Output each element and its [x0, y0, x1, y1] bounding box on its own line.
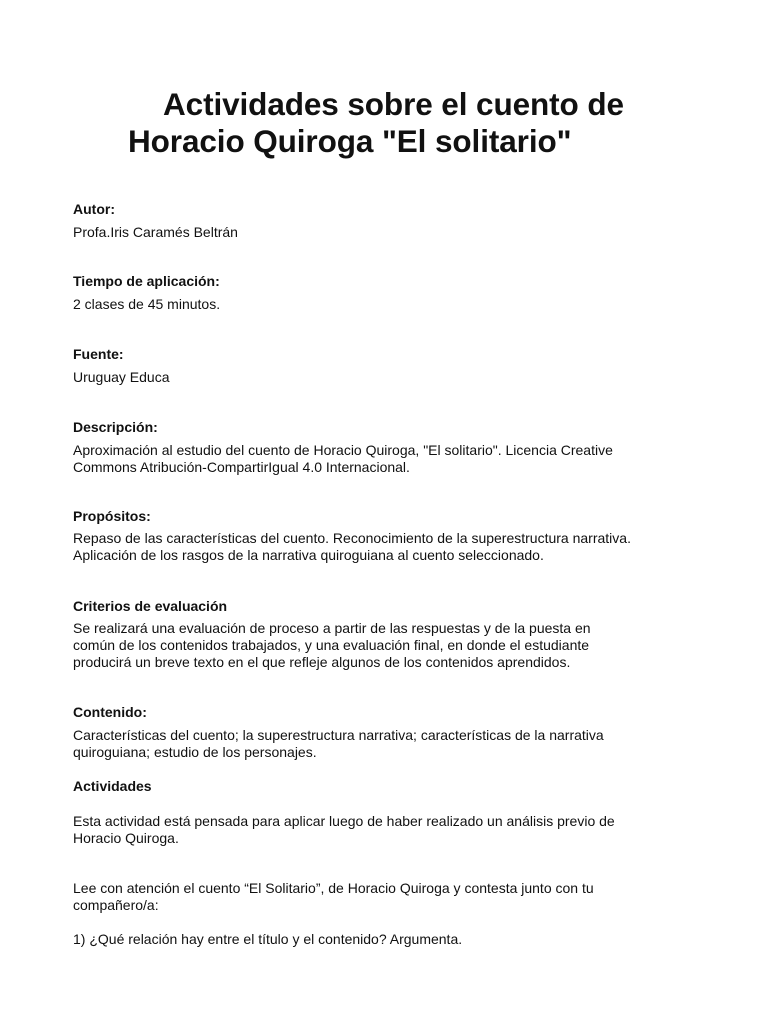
- actividades-intro-line-1: Esta actividad está pensada para aplicar luego de haber realizado un análisis previo de: [73, 813, 615, 829]
- criterios-line-1: Se realizará una evaluación de proceso a partir de las respuestas y de la puesta en: [73, 620, 591, 636]
- autor-label: Autor:: [73, 201, 115, 217]
- section-actividades: [73, 778, 713, 795]
- section-criterios: [73, 598, 713, 671]
- section-fuente: [73, 346, 713, 386]
- actividades-instruction-line-1: Lee con atención el cuento “El Solitario”, de Horacio Quiroga y contesta junto con tu: [73, 880, 594, 896]
- criterios-line-2: común de los contenidos trabajados, y una evaluación final, en donde el estudiante: [73, 637, 590, 653]
- document-title: [128, 86, 748, 160]
- question-1: 1) ¿Qué relación hay entre el título y el contenido? Argumenta.: [73, 931, 463, 947]
- propositos-line-1: Repaso de las características del cuento. Reconocimiento de la superestructura narrativa.: [73, 530, 631, 546]
- fuente-value: Uruguay Educa: [73, 369, 170, 385]
- title-line-1: Actividades sobre el cuento de: [163, 86, 624, 122]
- section-autor: [73, 201, 713, 241]
- section-propositos: [73, 508, 713, 564]
- descripcion-label: Descripción:: [73, 419, 158, 435]
- propositos-label: Propósitos:: [73, 508, 151, 524]
- criterios-line-3: producirá un breve texto en el que refleje algunos de los contenidos aprendidos.: [73, 654, 571, 670]
- fuente-label: Fuente:: [73, 346, 124, 362]
- section-contenido: [73, 704, 713, 761]
- descripcion-line-1: Aproximación al estudio del cuento de Horacio Quiroga, "El solitario". Licencia Creative: [73, 442, 613, 458]
- criterios-label: Criterios de evaluación: [73, 598, 228, 614]
- title-line-2: Horacio Quiroga "El solitario": [128, 123, 572, 159]
- section-tiempo: [73, 273, 713, 313]
- actividades-instruction-line-2: compañero/a:: [73, 897, 159, 913]
- contenido-label: Contenido:: [73, 704, 147, 720]
- contenido-line-1: Características del cuento; la superestructura narrativa; características de la narrativa: [73, 727, 604, 743]
- section-descripcion: [73, 419, 713, 476]
- tiempo-label: Tiempo de aplicación:: [73, 273, 220, 289]
- actividades-label: Actividades: [73, 778, 152, 794]
- tiempo-value: 2 clases de 45 minutos.: [73, 296, 221, 312]
- contenido-line-2: quiroguiana; estudio de los personajes.: [73, 744, 317, 760]
- autor-value: Profa.Iris Caramés Beltrán: [73, 224, 238, 240]
- propositos-line-2: Aplicación de los rasgos de la narrativa quiroguiana al cuento seleccionado.: [73, 547, 544, 563]
- descripcion-line-2: Commons Atribución-CompartirIgual 4.0 Internacional.: [73, 459, 410, 475]
- actividades-intro-line-2: Horacio Quiroga.: [73, 830, 179, 846]
